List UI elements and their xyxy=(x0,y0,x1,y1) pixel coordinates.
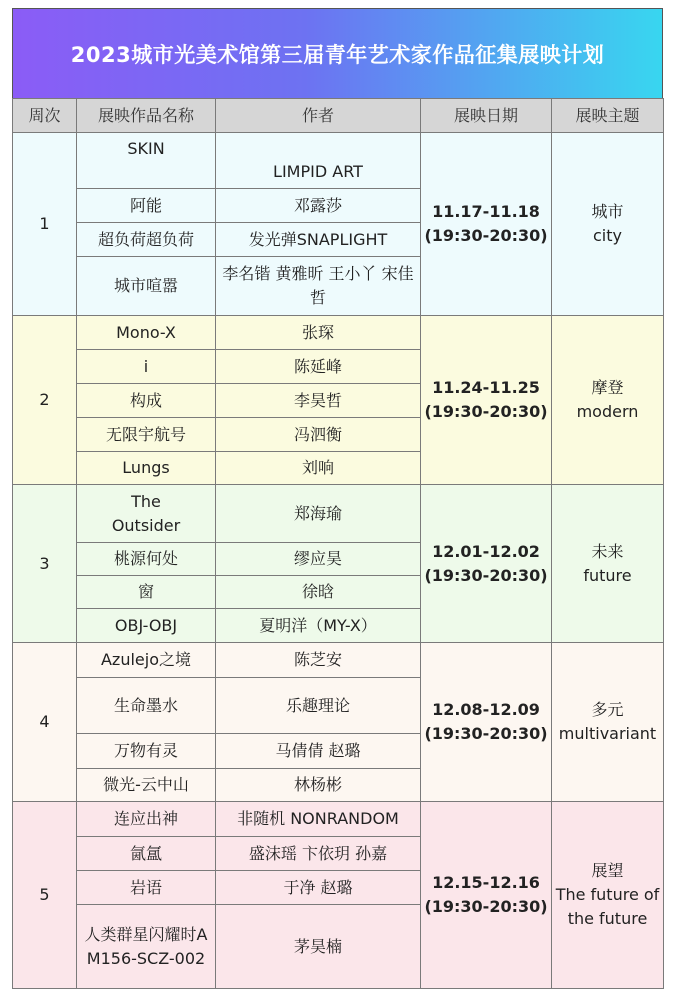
header-date: 展映日期 xyxy=(421,99,552,133)
theme-en: multivariant xyxy=(558,724,657,743)
theme-en: future xyxy=(583,565,632,585)
screening-date xyxy=(421,133,552,316)
header-theme: 展映主题 xyxy=(552,99,664,133)
document-title: 2023城市光美术馆第三届青年艺术家作品征集展映计划 xyxy=(12,8,663,98)
date-range: 11.17-11.18 xyxy=(432,202,540,221)
work-author: 发光弹SNAPLIGHT xyxy=(216,223,421,257)
table-header-row xyxy=(13,99,664,133)
work-name: 构成 xyxy=(77,384,216,418)
work-name: i xyxy=(77,350,216,384)
date-range: 12.15-12.16 xyxy=(432,873,540,892)
week-group-5 xyxy=(13,802,664,989)
date-range: 12.01-12.02 xyxy=(432,541,540,561)
work-name: OBJ-OBJ xyxy=(77,609,216,643)
work-name: 岩语 xyxy=(77,871,216,905)
screening-date xyxy=(421,802,552,989)
week-group-2 xyxy=(13,316,664,485)
work-author: 郑海瑜 xyxy=(216,485,421,543)
week-number: 3 xyxy=(13,485,77,643)
work-name: 连应出神 xyxy=(77,802,216,837)
theme-cn: 摩登 xyxy=(591,378,624,397)
week-number: 5 xyxy=(13,802,77,989)
week-group-3 xyxy=(13,485,664,643)
screening-theme xyxy=(552,316,664,485)
table-row xyxy=(13,133,664,189)
header-work-name: 展映作品名称 xyxy=(77,99,216,133)
work-name: 万物有灵 xyxy=(77,734,216,769)
work-name: 微光-云中山 xyxy=(77,769,216,802)
week-number: 1 xyxy=(13,133,77,316)
work-name: The Outsider xyxy=(77,485,216,543)
time-range: (19:30-20:30) xyxy=(424,565,548,585)
work-author: 刘响 xyxy=(216,452,421,485)
work-name: 氤氲 xyxy=(77,837,216,871)
work-name: 无限宇航号 xyxy=(77,418,216,452)
screening-theme xyxy=(552,802,664,989)
date-range: 12.08-12.09 xyxy=(432,700,540,719)
table-row xyxy=(13,643,664,678)
schedule-table xyxy=(12,98,664,989)
work-name: 生命墨水 xyxy=(77,678,216,734)
work-name: 窗 xyxy=(77,576,216,609)
theme-en: city xyxy=(593,226,622,245)
work-author: 徐晗 xyxy=(216,576,421,609)
time-range: (19:30-20:30) xyxy=(424,402,548,421)
work-author: 李昊哲 xyxy=(216,384,421,418)
screening-date xyxy=(421,316,552,485)
work-author: 张琛 xyxy=(216,316,421,350)
work-author: 邓露莎 xyxy=(216,189,421,223)
theme-cn: 展望 xyxy=(591,861,624,880)
work-author: 非随机 NONRANDOM xyxy=(216,802,421,837)
work-name: 人类群星闪耀时AM156-SCZ-002 xyxy=(77,905,216,989)
work-name: Azulejo之境 xyxy=(77,643,216,678)
work-author: 于净 赵璐 xyxy=(216,871,421,905)
screening-date xyxy=(421,643,552,802)
work-author: 乐趣理论 xyxy=(216,678,421,734)
theme-en: The future of the future xyxy=(555,885,660,928)
date-range: 11.24-11.25 xyxy=(432,378,540,397)
work-author: 马倩倩 赵璐 xyxy=(216,734,421,769)
work-author: 茅昊楠 xyxy=(216,905,421,989)
work-author: 李名锴 黄雅昕 王小丫 宋佳哲 xyxy=(216,257,421,316)
theme-en: modern xyxy=(576,402,639,421)
work-name: 超负荷超负荷 xyxy=(77,223,216,257)
theme-cn: 城市 xyxy=(591,202,624,221)
work-name: Lungs xyxy=(77,452,216,485)
table-row xyxy=(13,802,664,837)
time-range: (19:30-20:30) xyxy=(424,897,548,916)
header-week: 周次 xyxy=(13,99,77,133)
work-author: 冯泗衡 xyxy=(216,418,421,452)
time-range: (19:30-20:30) xyxy=(424,724,548,743)
work-name: 阿能 xyxy=(77,189,216,223)
theme-cn: 未来 xyxy=(591,541,624,561)
theme-cn: 多元 xyxy=(591,700,624,719)
work-author: 陈延峰 xyxy=(216,350,421,384)
work-author: 林杨彬 xyxy=(216,769,421,802)
week-group-4 xyxy=(13,643,664,802)
screening-date xyxy=(421,485,552,643)
work-author: 陈芝安 xyxy=(216,643,421,678)
work-author: 缪应昊 xyxy=(216,543,421,576)
week-group-1 xyxy=(13,133,664,316)
table-row xyxy=(13,316,664,350)
work-name: Mono-X xyxy=(77,316,216,350)
work-author: LIMPID ART xyxy=(216,133,421,189)
week-number: 4 xyxy=(13,643,77,802)
work-name: 桃源何处 xyxy=(77,543,216,576)
week-number: 2 xyxy=(13,316,77,485)
screening-theme xyxy=(552,485,664,643)
work-author: 夏明洋（MY-X） xyxy=(216,609,421,643)
time-range: (19:30-20:30) xyxy=(424,226,548,245)
screening-theme xyxy=(552,643,664,802)
screening-theme xyxy=(552,133,664,316)
schedule-document xyxy=(12,8,663,994)
table-row xyxy=(13,485,664,543)
work-name: 城市喧嚣 xyxy=(77,257,216,316)
work-name: SKIN xyxy=(77,133,216,189)
header-author: 作者 xyxy=(216,99,421,133)
work-author: 盛沫瑶 卞依玥 孙嘉 xyxy=(216,837,421,871)
